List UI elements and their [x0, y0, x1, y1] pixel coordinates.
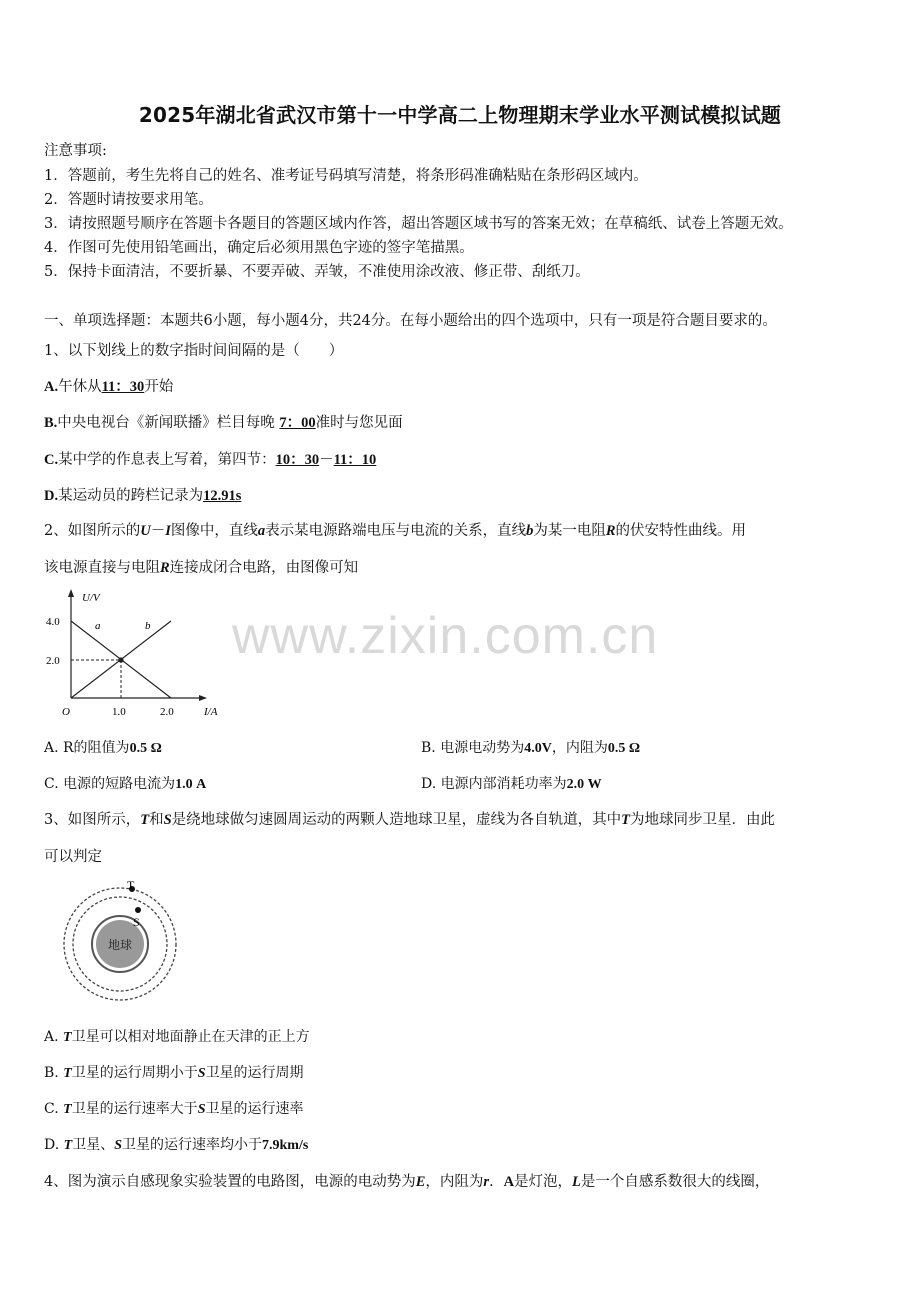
q1-option-b: B.中央电视台《新闻联播》栏目每晚 7：00准时与您见面 [44, 415, 403, 431]
section-heading: 一、单项选择题：本题共6小题，每小题4分，共24分。在每小题给出的四个选项中，只有一项是符合题目要求的。 [44, 313, 777, 329]
q4-var-r: r [483, 1174, 490, 1190]
watermark: www.zixin.com.cn [232, 607, 659, 665]
q4-var-e: E [415, 1174, 426, 1190]
q2-option-c [44, 773, 206, 793]
q3-var-t: T [140, 812, 150, 828]
q4-text: ． [489, 1174, 504, 1190]
origin-label: O [62, 706, 70, 718]
q1-stem: 1、以下划线上的数字指时间间隔的是（ ） [44, 343, 344, 359]
notice-item: 2．答题时请按要求用笔。 [44, 192, 213, 208]
q3-option-a [44, 1026, 310, 1046]
q3-var-s: S [163, 812, 172, 828]
q2-opt-text: B. 电源电动势为 [421, 740, 525, 756]
q2-opt-text: C. 电源的短路电流为 [44, 776, 176, 792]
q3-text: 为地球同步卫星．由此 [630, 812, 776, 828]
q1-a-value: 11：30 [101, 379, 145, 395]
page-title: 2025年湖北省武汉市第十一中学高二上物理期末学业水平测试模拟试题 [138, 103, 782, 127]
y-axis-label: U/V [82, 592, 100, 604]
notice-item: 4．作图可先使用铅笔画出，确定后必须用黑色字迹的签字笔描黑。 [44, 240, 474, 256]
x-axis-label: I/A [204, 706, 218, 718]
q2-var-i: I [165, 523, 171, 539]
x-tick-label: 2.0 [160, 706, 174, 718]
q1-c-text: 某中学的作息表上写着，第四节： [58, 452, 276, 468]
q3-var-s: S [114, 1138, 122, 1153]
q3-var-s: S [197, 1102, 206, 1117]
notice-item: 3．请按照题号顺序在答题卡各题目的答题区域内作答，超出答题区域书写的答案无效；在草稿纸、试卷上答题无效。 [44, 216, 793, 232]
y-tick-label: 2.0 [46, 655, 60, 667]
q3-opt-text: D. [44, 1137, 64, 1153]
q4-text: ，内阻为 [425, 1174, 484, 1190]
q2-opt-value: 0.5 Ω [129, 741, 162, 756]
q1-c-value1: 10：30 [275, 452, 320, 468]
q2-var-a: a [257, 523, 266, 539]
q4-var-a: A [503, 1174, 515, 1190]
q2-var-r: R [160, 560, 170, 576]
q1-d-value: 12.91s [203, 488, 242, 504]
notice-item: 5．保持卡面清洁，不要折暴、不要弄破、弄皱，不准使用涂改液、修正带、刮纸刀。 [44, 264, 590, 280]
y-axis-arrow [68, 589, 74, 597]
q2-opt-value: 2.0 W [566, 777, 602, 792]
q3-var-t: T [621, 812, 631, 828]
q3-opt-text: C. [44, 1101, 64, 1117]
q3-opt-text: B. [44, 1065, 64, 1081]
q3-opt-value: 7.9km/s [262, 1138, 309, 1153]
q4-stem-line1 [44, 1170, 769, 1191]
q1-b-value: 7：00 [279, 415, 316, 431]
q2-stem-line2 [44, 556, 358, 577]
q4-text: 是一个自感系数很大的线圈， [580, 1174, 770, 1190]
q3-text: 是绕地球做匀速圆周运动的两颗人造地球卫星，虚线为各自轨道，其中 [171, 812, 622, 828]
q3-option-c [44, 1098, 303, 1118]
q4-text: 4、图为演示自感现象实验装置的电路图，电源的电动势为 [44, 1174, 416, 1190]
y-tick-label: 4.0 [46, 616, 60, 628]
ui-graph [44, 588, 234, 722]
q2-text: 该电源直接与电阻 [44, 560, 160, 576]
q2-opt-text: D. 电源内部消耗功率为 [421, 776, 567, 792]
q3-stem-line1 [44, 808, 775, 829]
q3-opt-text: 卫星的运行周期 [205, 1065, 304, 1081]
q3-option-d [44, 1134, 308, 1154]
q3-var-t: T [63, 1138, 73, 1153]
q2-opt-text: A. R的阻值为 [44, 740, 130, 756]
q3-option-b [44, 1062, 304, 1082]
q1-b-text: 中央电视台《新闻联播》栏目每晚 [57, 415, 275, 431]
q3-opt-text: 卫星、 [72, 1137, 115, 1153]
q3-var-t: T [63, 1030, 72, 1045]
notice-item: 1．答题前，考生先将自己的姓名、准考证号码填写清楚，将条形码准确粘贴在条形码区域内。 [44, 168, 648, 184]
q2-opt-value: 0.5 Ω [607, 741, 641, 756]
notice-heading: 注意事项: [44, 143, 107, 159]
x-axis-arrow [199, 695, 207, 701]
q4-text: 是灯泡， [514, 1174, 573, 1190]
q1-option-a: A.午休从11：30开始 [44, 379, 174, 395]
q1-option-c: C.某中学的作息表上写着，第四节：10：30－11：10 [44, 452, 377, 468]
earth-label: 地球 [107, 938, 133, 952]
q3-opt-text: 卫星的运行周期小于 [71, 1065, 198, 1081]
q1-a-tail: 开始 [144, 379, 174, 395]
q2-var-u: U [140, 523, 151, 539]
satellite-s [135, 907, 141, 913]
q2-opt-value: 1.0 A [175, 777, 207, 792]
q2-option-b [421, 737, 640, 757]
q2-option-a [44, 737, 162, 757]
q3-opt-text: 卫星的运行速率 [205, 1101, 304, 1117]
q3-text: 和 [149, 812, 164, 828]
satellite-s-label: S [133, 915, 140, 929]
q1-a-text: 午休从 [58, 379, 102, 395]
q3-text: 3、如图所示， [44, 812, 141, 828]
q2-text: 图像中，直线 [170, 523, 258, 539]
q2-text: 的伏安特性曲线。用 [615, 523, 747, 539]
q2-text: 连接成闭合电路，由图像可知 [169, 560, 359, 576]
q3-opt-text: 卫星的运行速率均小于 [122, 1137, 262, 1153]
q3-stem-line2: 可以判定 [44, 849, 102, 865]
q2-opt-value: 4.0V [524, 741, 552, 756]
x-tick-label: 1.0 [112, 706, 126, 718]
q4-var-l: L [572, 1174, 581, 1190]
q1-d-text: 某运动员的跨栏记录为 [58, 488, 204, 504]
satellite-t-label: T [127, 878, 135, 892]
q2-text: － [150, 523, 166, 539]
q3-opt-text: 卫星可以相对地面静止在天津的正上方 [71, 1029, 310, 1045]
q1-c-value2: 11：10 [333, 452, 377, 468]
q1-c-dash: － [319, 452, 334, 468]
q2-var-r: R [605, 523, 616, 539]
q2-text: 为某一电阻 [533, 523, 606, 539]
orbit-diagram [60, 878, 188, 1006]
q2-text: 2、如图所示的 [44, 523, 141, 539]
q3-opt-text: 卫星的运行速率大于 [71, 1101, 198, 1117]
q3-var-s: S [197, 1066, 206, 1081]
q2-opt-text: ，内阻为 [551, 740, 608, 756]
q1-b-tail: 准时与您见面 [315, 415, 403, 431]
intersection-point [118, 657, 123, 662]
line-a-label: a [95, 620, 101, 632]
q2-stem-line1 [44, 519, 746, 540]
line-b-label: b [145, 620, 151, 632]
q2-var-b: b [526, 523, 534, 539]
q2-option-d [421, 773, 602, 793]
q2-text: 表示某电源路端电压与电流的关系，直线 [265, 523, 527, 539]
q3-opt-text: A. [44, 1029, 64, 1045]
q3-var-t: T [63, 1102, 72, 1117]
q1-option-d: D.某运动员的跨栏记录为12.91s [44, 488, 242, 504]
q3-var-t: T [63, 1066, 72, 1081]
